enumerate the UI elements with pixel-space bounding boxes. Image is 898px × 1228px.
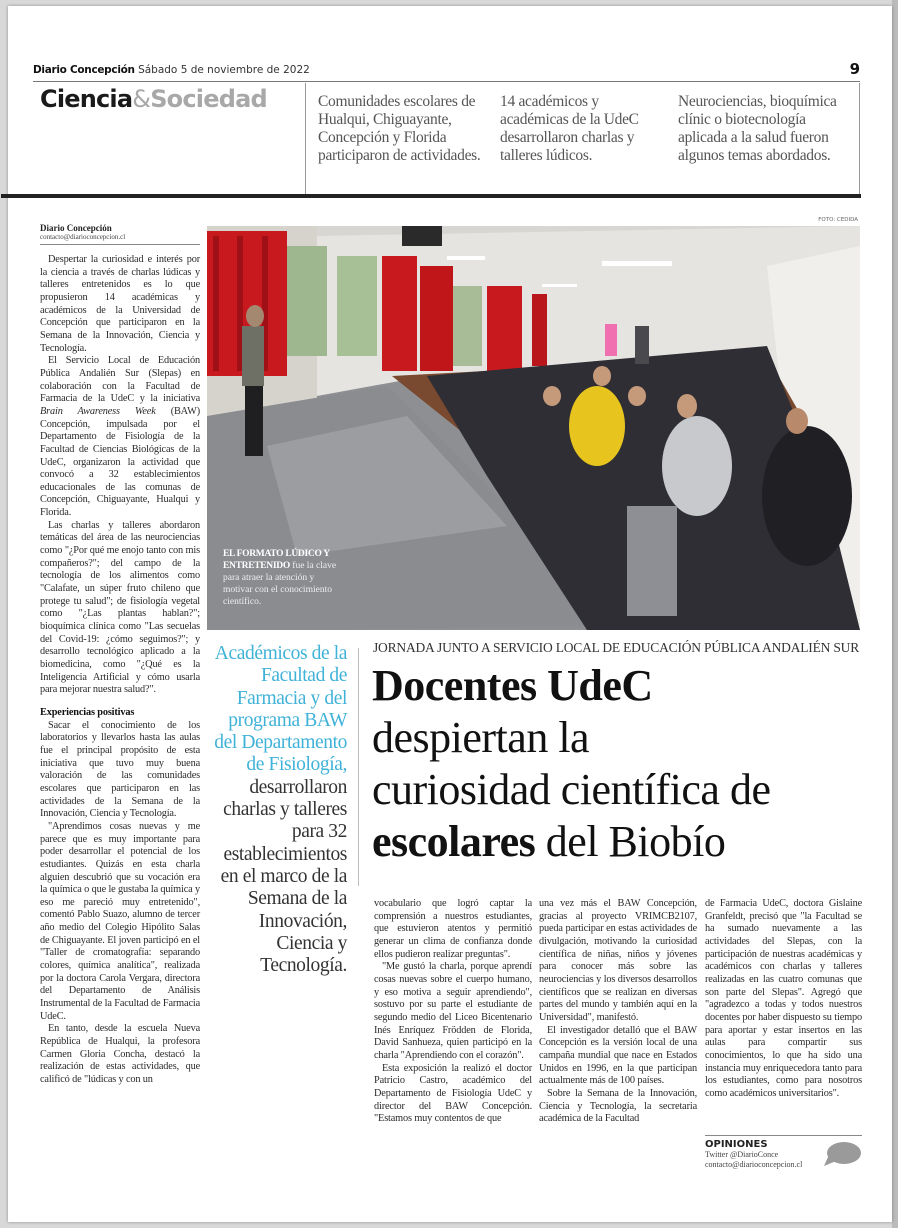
paragraph: "Me gustó la charla, porque aprendí cosas nuevas sobre el cuerpo humano, y eso motiva a seguir aprendiendo", sostuvo por su parte el estudiante de segundo medio del Liceo Bicentenario Inés Enríquez Frödden de Florida, David Sanhueza, quien participó en la charla "Aprendiendo con el corazón". xyxy=(374,961,532,1061)
summary-box xyxy=(305,83,860,195)
summary-3: Neurociencias, bioquímica clínic o biotecnología aplicada a la salud fueron algunos temas abordados. xyxy=(678,93,837,164)
pull-quote-divider xyxy=(358,648,359,886)
paragraph: Sacar el conocimiento de los laboratorios y llevarlos hasta las aulas fue el principal propósito de esta iniciativa que tuvo muy buena valoración de las comunidades escolares que participaron en las actividades de la Semana de la Innovación, Ciencia y Tecnología. xyxy=(40,719,200,820)
headline-line: despiertan la xyxy=(372,713,590,762)
publication-name: Diario Concepción xyxy=(33,64,135,76)
opiniones-box xyxy=(705,1135,862,1170)
speech-bubble-icon xyxy=(822,1141,862,1167)
page-number: 9 xyxy=(849,60,860,78)
headline-bold: escolares xyxy=(372,817,536,866)
page-edge xyxy=(892,0,898,1228)
publication-date: Sábado 5 de noviembre de 2022 xyxy=(138,64,310,76)
pull-quote xyxy=(205,643,347,977)
byline xyxy=(40,223,200,245)
paragraph: Las charlas y talleres abordaron temáticas del área de las neurociencias como "¿Por qué me enojo tanto con mis compañeros?"; del campo de la tecnología de los alimentos como "Calafate, un súper fruto chileno que protege tu salud"; de fisiología vegetal como "¿Las plantas hablan?"; bioquímica clínica como "Las secuelas del Covid-19: ¿cómo seguimos?"; y desarrollo tecnológico aplicado a la biomedicina, como "¿Qué es la Inteligencia Artificial y cómo usarla para mejorar nuestra salud?". xyxy=(40,519,200,696)
summary-2: 14 académicos y académicas de la UdeC desarrollaron charlas y talleres lúdicos. xyxy=(500,93,639,164)
section-title-amp: & xyxy=(132,85,151,113)
paragraph-text: (BAW) Concepción, impulsada por el Departamento de Fisiología de la Facultad de Ciencias Biológicas de la UdeC, organizaron la actividad que convocó a 32 establecimientos educacionales de las comunas de Concepción, Chiguayante, Hualqui y Florida. xyxy=(40,405,200,519)
header-rule xyxy=(1,194,861,198)
paragraph-italic: Brain Awareness Week xyxy=(40,405,156,417)
article-column-2 xyxy=(374,898,532,1126)
headline xyxy=(372,660,867,868)
paragraph: vocabulario que logró captar la comprensión a nuestros estudiantes, que estuvieron atentos y permitió generar un clima de confianza donde ellos pudieron realizar preguntas". xyxy=(374,898,532,960)
article-column-4 xyxy=(705,898,862,1101)
article-photo xyxy=(207,226,860,630)
paragraph: Despertar la curiosidad e interés por la ciencia a través de charlas lúdicas y talleres entretenidos es lo que propusieron 14 académicas y académicos de la Universidad de Concepción que participaron en la Semana de la Innovación, Ciencia y Tecnología. xyxy=(40,254,200,354)
paragraph: El investigador detalló que el BAW Concepción es la versión local de una campaña mundial que nace en Estados Unidos en 1996, en la que participan actualmente más de 100 países. xyxy=(539,1024,697,1087)
pull-quote-highlight: Académicos de la Facultad de Farmacia y del programa BAW del Departamento de Fisiología, xyxy=(214,643,347,776)
section-title-ciencia: Ciencia xyxy=(40,85,133,113)
paragraph: Esta exposición la realizó el doctor Patricio Castro, académico del Departamento de Fisiología UdeC y director del BAW Concepción. "Estamos muy contentos de que xyxy=(374,1062,532,1125)
paragraph: En tanto, desde la escuela Nueva República de Hualqui, la profesora Carmen Gloria Concha, destacó la realización de estas actividades, que calificó de "lúdicas y con un xyxy=(40,1023,200,1085)
photo-credit: FOTO: CEDIDA xyxy=(818,217,858,223)
paragraph: "Aprendimos cosas nuevas y me parece que es muy importante para poder desarrollar el potencial de los estudiantes. Quizás en esta charla alguien descubrió que su vocación era la química o que le gustaba la química y eso me pareció muy entretenido", comentó Pablo Suazo, alumno de tercer año medio del Colegio Hipólito Salas de Chiguayante. El joven participó en el "Taller de cromatografía: separando colores, química analítica", realizada por la doctora Carola Vergara, directora del Departamento de Análisis Instrumental de la Facultad de Farmacia UdeC. xyxy=(40,820,200,1022)
paragraph-text: El Servicio Local de Educación Pública Andalién Sur (Slepas) en colaboración con la Facultad de Farmacia de la UdeC y la iniciativa xyxy=(40,355,200,405)
byline-name: Diario Concepción xyxy=(40,223,112,233)
summary-1: Comunidades escolares de Hualqui, Chiguayante, Concepción y Florida participaron de actividades. xyxy=(318,93,481,164)
section-title xyxy=(40,85,267,113)
kicker: JORNADA JUNTO A SERVICIO LOCAL DE EDUCACIÓN PÚBLICA ANDALIÉN SUR xyxy=(373,640,860,655)
paragraph: Sobre la Semana de la Innovación, Ciencia y Tecnología, la secretaria académica de la Facultad xyxy=(539,1087,697,1125)
article-column-3 xyxy=(539,898,697,1126)
pull-quote-text: desarrollaron charlas y talleres para 32 establecimientos en el marco de la Semana de la Innovación, Ciencia y Tecnología. xyxy=(220,776,347,977)
photo-caption xyxy=(223,548,343,608)
article-column-1 xyxy=(40,254,200,1087)
opiniones-twitter[interactable]: Twitter @DiarioConce xyxy=(705,1150,779,1159)
byline-email[interactable]: contacto@diarioconcepcion.cl xyxy=(40,233,126,241)
paragraph: una vez más el BAW Concepción, gracias al proyecto VRIMCB2107, pueda participar en estas actividades de divulgación, motivando la curiosidad científica de niñas, niños y jóvenes para conocer más sobre las neurociencias y los diversos desarrollos científicos que se realizan en diversas partes del mundo y también aquí en la Universidad", manifestó. xyxy=(539,898,697,1023)
dateline xyxy=(33,64,860,82)
opiniones-email[interactable]: contacto@diarioconcepcion.cl xyxy=(705,1160,803,1169)
section-title-sociedad: Sociedad xyxy=(150,85,267,113)
headline-line: curiosidad científica de xyxy=(372,765,771,814)
photo-caption-text: fue la clave para atraer la atención y motivar con el conocimiento científico. xyxy=(223,561,337,607)
photo-caption-bold: EL FORMATO LÚDICO Y ENTRETENIDO xyxy=(223,549,330,571)
headline-line: del Biobío xyxy=(535,817,726,866)
subheading: Experiencias positivas xyxy=(40,706,135,718)
paragraph xyxy=(40,355,200,520)
paragraph: de Farmacia UdeC, doctora Gislaine Granfeldt, precisó que "la Facultad se ha sumado nuevamente a las actividades del Slepas, con la participación de nuestras académicas y académicos con charlas y talleres realizadas en las cuatro comunas que son parte del Slepas". Agregó que "agradezco a todas y todos nuestros docentes por haber dispuesto su tiempo para aportar y estar insertos en las aulas para compartir sus conocimientos, lo que ha sido una instancia muy enriquecedora tanto para los estudiantes, como para nosotros como académicos universitarios". xyxy=(705,898,862,1099)
opiniones-title: OPINIONES xyxy=(705,1139,768,1150)
headline-bold: Docentes UdeC xyxy=(372,661,653,710)
